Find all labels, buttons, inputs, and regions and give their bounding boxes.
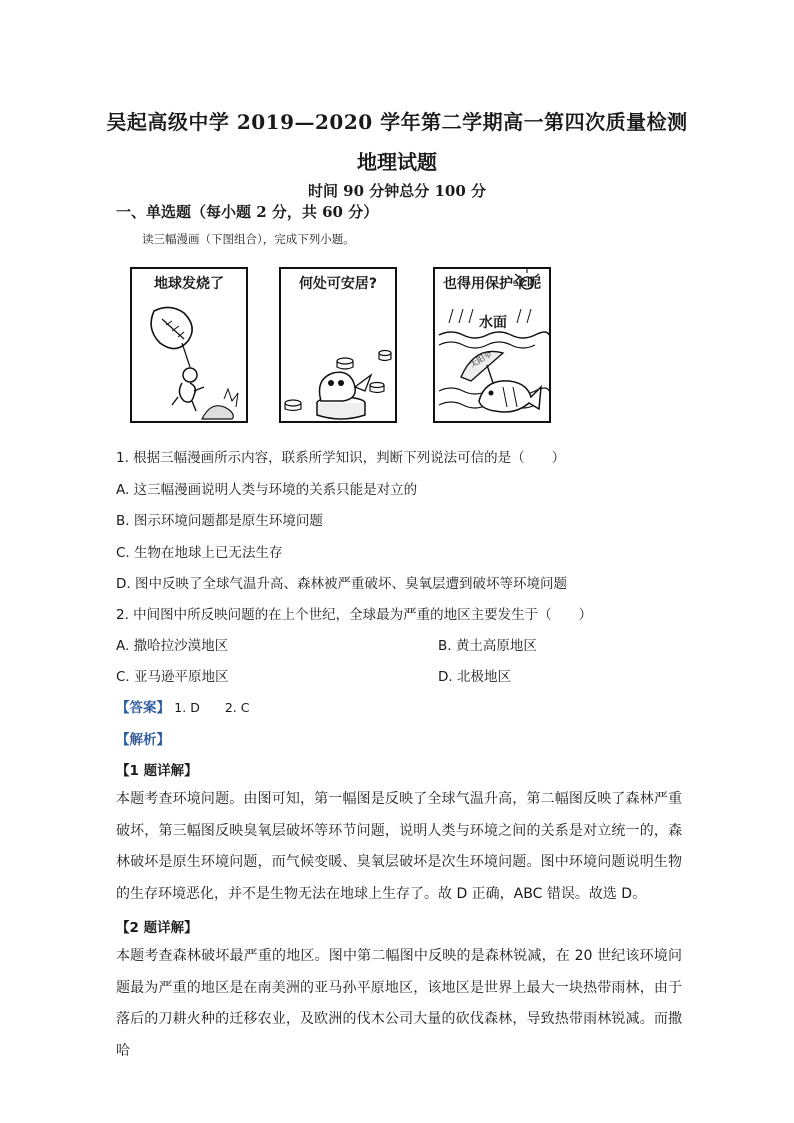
- comic-panel-2: [279, 267, 397, 423]
- question-1-stem: 1. 根据三幅漫画所示内容，联系所学知识，判断下列说法可信的是（ ）: [116, 450, 566, 466]
- q1-analysis-heading: 【1 题详解】: [116, 763, 198, 779]
- answer-label: 【答案】: [116, 700, 170, 716]
- q2-analysis-text: 本题考查森林破坏最严重的地区。图中第二幅图中反映的是森林锐减，在 20 世纪该环境问题最为严重的地区是在南美洲的亚马孙平原地区，该地区是世界上最大一块热带雨林，由于落后的刀耕火种的迁移农业，及欧洲的伐木公司大量的砍伐森林，导致热带雨林锐减。而撒哈: [116, 948, 682, 1059]
- question-2-option-a: A. 撒哈拉沙漠地区: [116, 638, 229, 654]
- exam-time-info: 时间 90 分钟总分 100 分: [307, 182, 487, 200]
- question-1-option-a: A. 这三幅漫画说明人类与环境的关系只能是对立的: [116, 482, 418, 498]
- comic-panel-1: [130, 267, 248, 423]
- comic-caption: 也得用保护伞呢: [443, 276, 541, 292]
- question-1-option-d: D. 图中反映了全球气温升高、森林被严重破坏、臭氧层遭到破坏等环境问题: [116, 576, 567, 592]
- thermometer-planet-icon: [132, 269, 246, 421]
- comic-caption: 地球发烧了: [154, 276, 224, 292]
- question-1-option-c: C. 生物在地球上已无法生存: [116, 545, 283, 561]
- question-1-option-b: B. 图示环境问题都是原生环境问题: [116, 513, 323, 529]
- section-heading: 一、单选题（每小题 2 分，共 60 分）: [116, 203, 379, 221]
- comic-caption: 何处可安居?: [298, 276, 378, 292]
- comic-panel-3: [433, 267, 551, 423]
- answer-row: [116, 696, 249, 716]
- umbrella-label: 太阳伞: [468, 349, 494, 370]
- exam-title: 吴起高级中学 2019—2020 学年第二学期高一第四次质量检测: [106, 110, 688, 134]
- question-2-option-d: D. 北极地区: [438, 669, 511, 685]
- analysis-label: 【解析】: [116, 732, 170, 748]
- water-surface-label: 水面: [479, 315, 507, 331]
- question-2-stem: 2. 中间图中所反映问题的在上个世纪，全球最为严重的地区主要发生于（ ）: [116, 607, 593, 623]
- q1-analysis-text: 本题考查环境问题。由图可知，第一幅图是反映了全球气温升高，第二幅图反映了森林严重破坏，第三幅图反映臭氧层破坏等环节问题，说明人类与环境之间的关系是对立统一的，森林破坏是原生环境问题，而气候变暖、臭氧层破坏是次生环境问题。图中环境问题说明生物的生存环境恶化，并不是生物无法在地球上生存了。故 D 正确，ABC 错误。故选 D。: [116, 791, 682, 902]
- answer-text: 1. D 2. C: [174, 700, 250, 715]
- section-intro: 读三幅漫画（下图组合），完成下列小题。: [142, 232, 355, 246]
- q2-analysis-heading: 【2 题详解】: [116, 920, 198, 936]
- stumps-animal-icon: [281, 269, 395, 421]
- umbrella-fish-icon: [435, 269, 549, 421]
- question-2-option-b: B. 黄土高原地区: [438, 638, 537, 654]
- question-2-option-c: C. 亚马逊平原地区: [116, 669, 229, 685]
- exam-subject: 地理试题: [357, 150, 437, 174]
